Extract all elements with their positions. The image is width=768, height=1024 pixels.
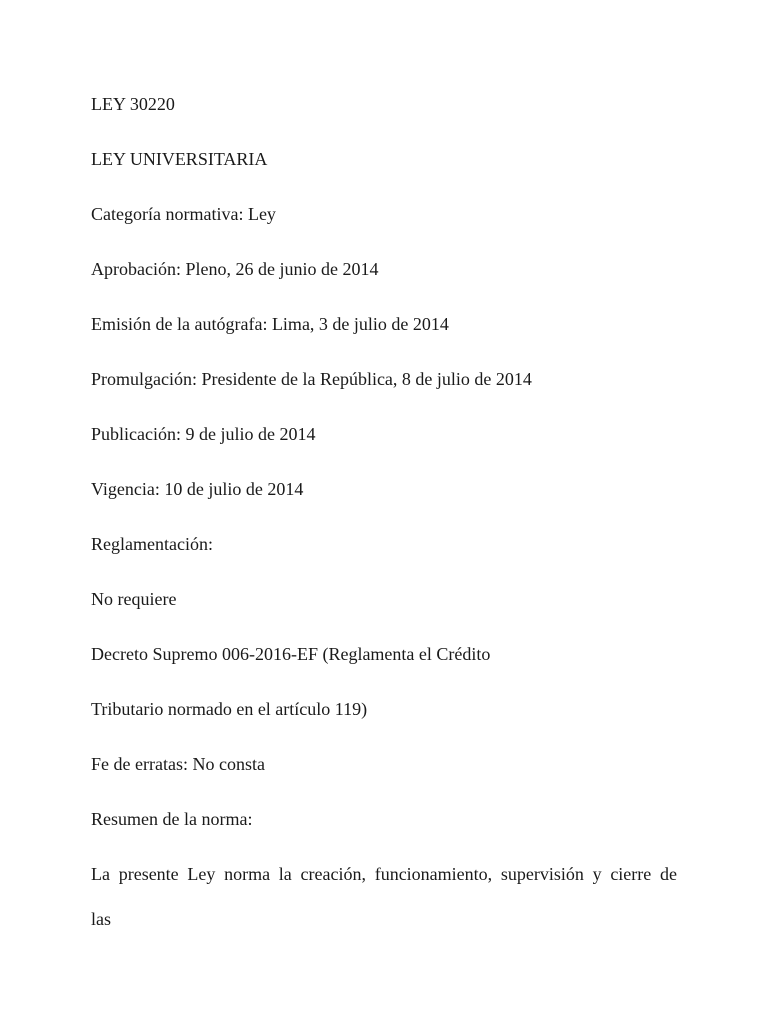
category-line: Categoría normativa: Ley — [91, 204, 276, 224]
law-number: LEY 30220 — [91, 94, 175, 114]
validity-line: Vigencia: 10 de julio de 2014 — [91, 479, 304, 499]
publication-line: Publicación: 9 de julio de 2014 — [91, 424, 316, 444]
regulation-heading: Reglamentación: — [91, 534, 213, 554]
summary-heading: Resumen de la norma: — [91, 809, 253, 829]
document-body — [91, 92, 677, 931]
regulation-item: No requiere — [91, 589, 177, 609]
promulgation-line: Promulgación: Presidente de la República, 8 de julio de 2014 — [91, 369, 532, 389]
summary-paragraph-line: las — [91, 909, 111, 929]
regulation-item: Decreto Supremo 006-2016-EF (Reglamenta el Crédito — [91, 644, 491, 664]
approval-line: Aprobación: Pleno, 26 de junio de 2014 — [91, 259, 379, 279]
summary-paragraph-line: La presente Ley norma la creación, funcionamiento, supervisión y cierre de — [91, 864, 677, 884]
regulation-item-continued: Tributario normado en el artículo 119) — [91, 699, 368, 719]
law-title: LEY UNIVERSITARIA — [91, 149, 268, 169]
autograph-issue-line: Emisión de la autógrafa: Lima, 3 de julio de 2014 — [91, 314, 449, 334]
errata-line: Fe de erratas: No consta — [91, 754, 265, 774]
